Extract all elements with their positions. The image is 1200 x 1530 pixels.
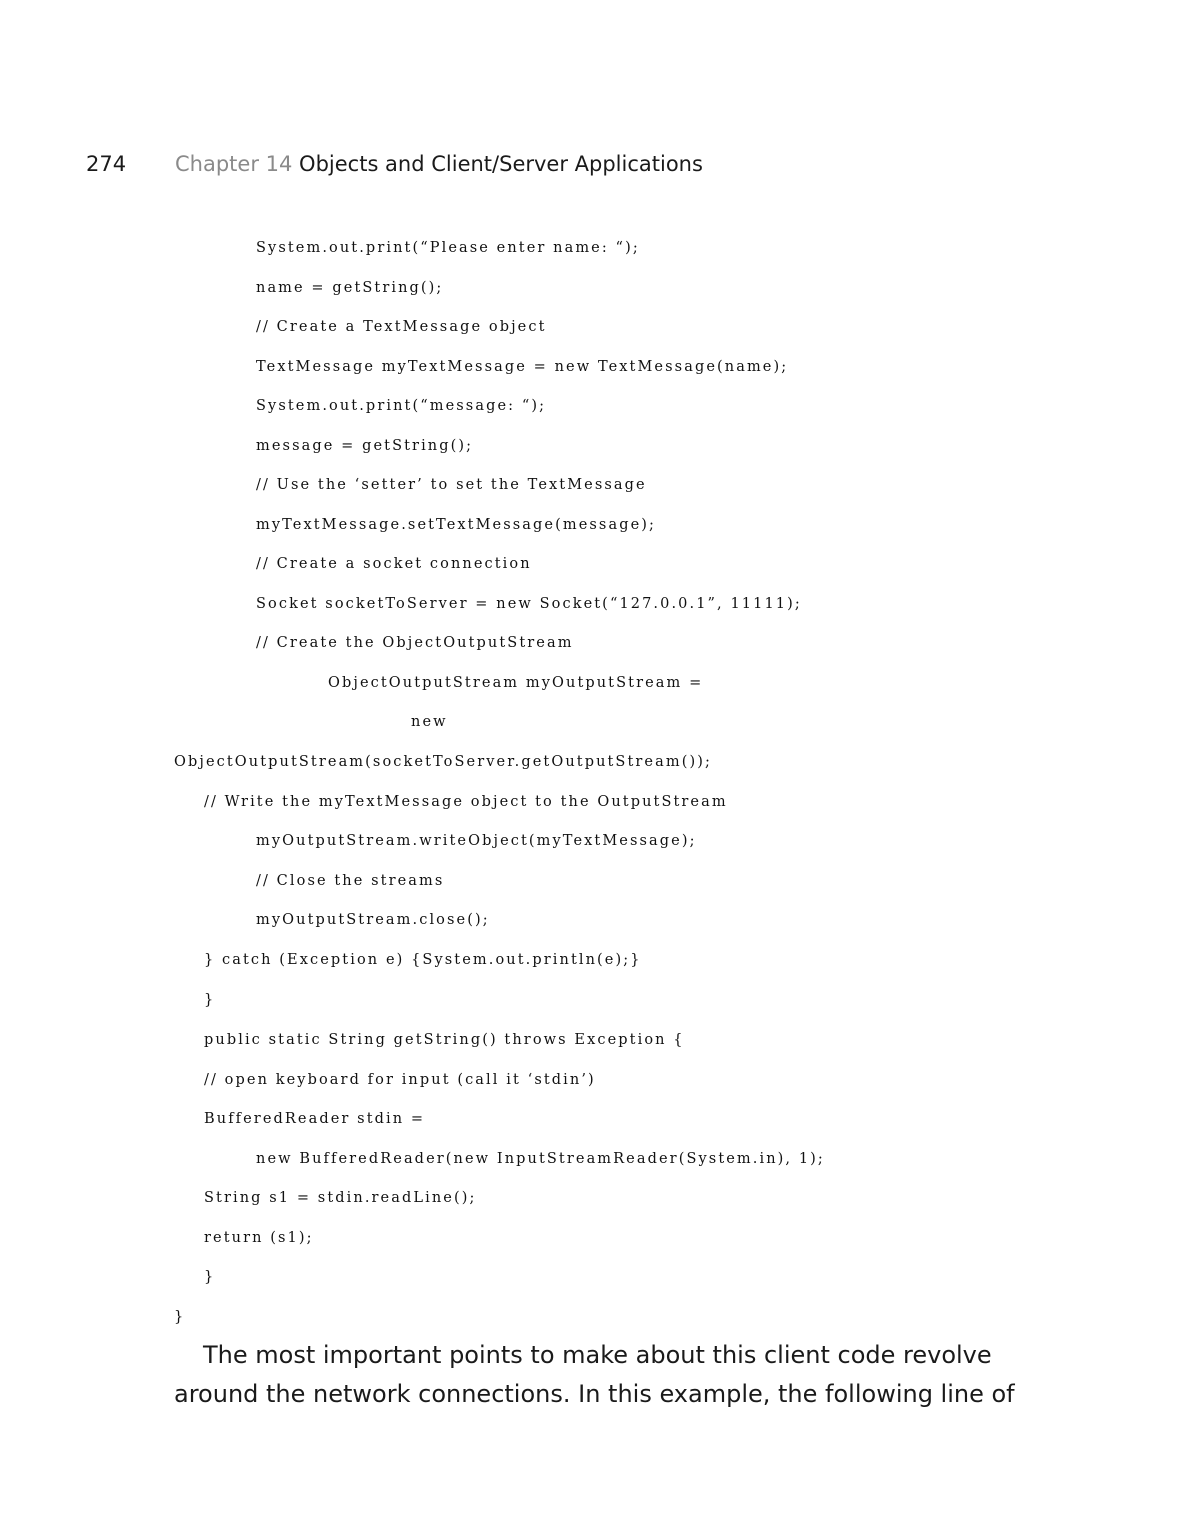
page-number: 274 xyxy=(86,152,127,176)
code-line: new BufferedReader(new InputStreamReader(System.in), 1); xyxy=(256,1151,825,1167)
code-line: } xyxy=(174,1309,186,1325)
code-line: System.out.print(“Please enter name: “); xyxy=(256,240,640,256)
code-line: TextMessage myTextMessage = new TextMessage(name); xyxy=(256,359,789,375)
code-line: // Create a socket connection xyxy=(256,556,532,572)
chapter-heading xyxy=(175,152,703,176)
code-line: // Close the streams xyxy=(256,873,445,889)
code-line: name = getString(); xyxy=(256,280,444,296)
code-line: BufferedReader stdin = xyxy=(204,1111,426,1127)
chapter-title: Objects and Client/Server Applications xyxy=(299,152,703,176)
code-line: } catch (Exception e) {System.out.println(e);} xyxy=(204,952,642,968)
body-paragraph xyxy=(174,1336,1054,1414)
code-line: public static String getString() throws Exception { xyxy=(204,1032,685,1048)
code-line: // Use the ‘setter’ to set the TextMessage xyxy=(256,477,647,493)
code-line: // Create the ObjectOutputStream xyxy=(256,635,574,651)
body-text-line: around the network connections. In this example, the following line of xyxy=(174,1380,1015,1408)
code-line: String s1 = stdin.readLine(); xyxy=(204,1190,477,1206)
code-line: } xyxy=(204,992,216,1008)
code-line: } xyxy=(204,1269,216,1285)
code-line: // open keyboard for input (call it ‘stdin’) xyxy=(204,1072,596,1088)
chapter-label: Chapter 14 xyxy=(175,152,293,176)
code-line: // Write the myTextMessage object to the OutputStream xyxy=(204,794,728,810)
code-line: myOutputStream.close(); xyxy=(256,912,490,928)
code-line: myTextMessage.setTextMessage(message); xyxy=(256,517,657,533)
code-line: message = getString(); xyxy=(256,438,474,454)
code-line: ObjectOutputStream myOutputStream = xyxy=(328,675,704,691)
code-line: // Create a TextMessage object xyxy=(256,319,547,335)
code-line: myOutputStream.writeObject(myTextMessage); xyxy=(256,833,697,849)
code-line: System.out.print(“message: “); xyxy=(256,398,547,414)
code-line: ObjectOutputStream(socketToServer.getOutputStream()); xyxy=(174,754,712,770)
code-line: new xyxy=(411,714,448,730)
code-line: Socket socketToServer = new Socket(“127.0.0.1”, 11111); xyxy=(256,596,802,612)
body-text-line: The most important points to make about this client code revolve xyxy=(203,1341,992,1369)
code-line: return (s1); xyxy=(204,1230,314,1246)
